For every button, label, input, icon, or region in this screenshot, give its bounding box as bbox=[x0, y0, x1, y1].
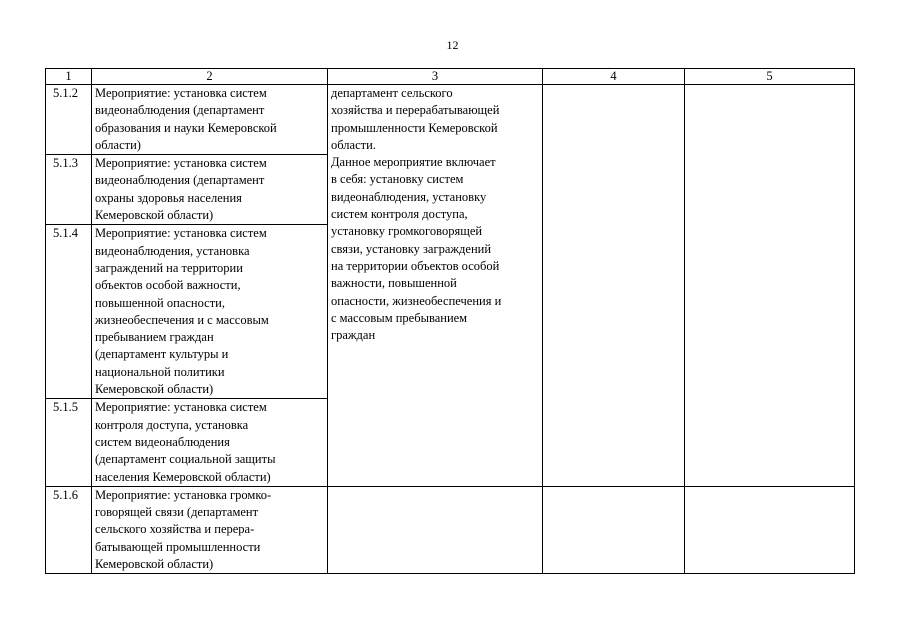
measures-table bbox=[45, 68, 855, 574]
text-line: связи, установку заграждений bbox=[331, 241, 492, 256]
text-line: объектов особой важности, bbox=[95, 278, 241, 293]
text-line: важности, повышенной bbox=[331, 276, 457, 291]
header-col-3: 3 bbox=[328, 69, 543, 85]
text-line: Данное мероприятие включает bbox=[331, 155, 496, 170]
text-line: охраны здоровья населения bbox=[95, 190, 242, 205]
text-line: пребыванием граждан bbox=[95, 330, 214, 345]
text-line: систем видеонаблюдения bbox=[95, 434, 230, 449]
text-line: видеонаблюдения, установка bbox=[95, 243, 250, 258]
text-line: Мероприятие: установка громко- bbox=[95, 487, 272, 502]
measure-details bbox=[328, 85, 543, 487]
row-number: 5.1.5 bbox=[46, 399, 92, 486]
text-line: Мероприятие: установка систем bbox=[95, 156, 267, 171]
measure-description bbox=[92, 225, 328, 399]
table-header-row bbox=[46, 69, 855, 85]
text-line: (департамент культуры и bbox=[95, 347, 229, 362]
page-number: 12 bbox=[446, 38, 459, 52]
text-line: на территории объектов особой bbox=[331, 258, 500, 273]
text-line: видеонаблюдения (департамент bbox=[95, 173, 265, 188]
text-line: с массовым пребыванием bbox=[331, 310, 468, 325]
text-line: области) bbox=[95, 137, 141, 152]
measure-description bbox=[92, 399, 328, 486]
col-5-cell bbox=[685, 486, 855, 573]
text-line: в себя: установку систем bbox=[331, 172, 464, 187]
col-4-cell bbox=[543, 486, 685, 573]
header-col-4: 4 bbox=[543, 69, 685, 85]
text-line: говорящей связи (департамент bbox=[95, 505, 259, 520]
text-line: повышенной опасности, bbox=[95, 295, 225, 310]
text-line: Мероприятие: установка систем bbox=[95, 400, 267, 415]
text-line: национальной политики bbox=[95, 364, 225, 379]
text-line: Мероприятие: установка систем bbox=[95, 86, 267, 100]
text-line: опасности, жизнеобеспечения и bbox=[331, 293, 502, 308]
header-col-1: 1 bbox=[46, 69, 92, 85]
text-line: сельского хозяйства и перера- bbox=[95, 522, 255, 537]
text-line: батывающей промышленности bbox=[95, 539, 261, 554]
text-line: систем контроля доступа, bbox=[331, 207, 468, 222]
row-number: 5.1.4 bbox=[46, 225, 92, 399]
text-line: заграждений на территории bbox=[95, 260, 243, 275]
text-line: промышленности Кемеровской bbox=[331, 120, 498, 135]
text-line: департамент сельского bbox=[331, 86, 453, 100]
text-line: жизнеобеспечения и с массовым bbox=[95, 312, 269, 327]
header-col-2: 2 bbox=[92, 69, 328, 85]
text-line: граждан bbox=[331, 328, 376, 343]
col-5-cell bbox=[685, 85, 855, 487]
text-line: области. bbox=[331, 137, 376, 152]
text-line: видеонаблюдения (департамент bbox=[95, 103, 265, 118]
text-line: населения Кемеровской области) bbox=[95, 469, 271, 484]
measure-details-empty bbox=[328, 486, 543, 573]
text-line: контроля доступа, установка bbox=[95, 417, 249, 432]
text-line: Мероприятие: установка систем bbox=[95, 226, 267, 241]
row-number: 5.1.3 bbox=[46, 155, 92, 225]
table-row bbox=[46, 486, 855, 573]
measure-description bbox=[92, 486, 328, 573]
text-line: видеонаблюдения, установку bbox=[331, 189, 487, 204]
measure-description bbox=[92, 155, 328, 225]
text-line: установку громкоговорящей bbox=[331, 224, 483, 239]
text-line: Кемеровской области) bbox=[95, 382, 214, 397]
row-number: 5.1.6 bbox=[46, 486, 92, 573]
header-col-5: 5 bbox=[685, 69, 855, 85]
text-line: хозяйства и перерабатывающей bbox=[331, 103, 500, 118]
text-line: Кемеровской области) bbox=[95, 557, 214, 572]
text-line: образования и науки Кемеровской bbox=[95, 120, 277, 135]
table-row bbox=[46, 85, 855, 155]
row-number: 5.1.2 bbox=[46, 85, 92, 155]
col-4-cell bbox=[543, 85, 685, 487]
text-line: (департамент социальной защиты bbox=[95, 452, 276, 467]
text-line: Кемеровской области) bbox=[95, 208, 214, 223]
measure-description bbox=[92, 85, 328, 155]
